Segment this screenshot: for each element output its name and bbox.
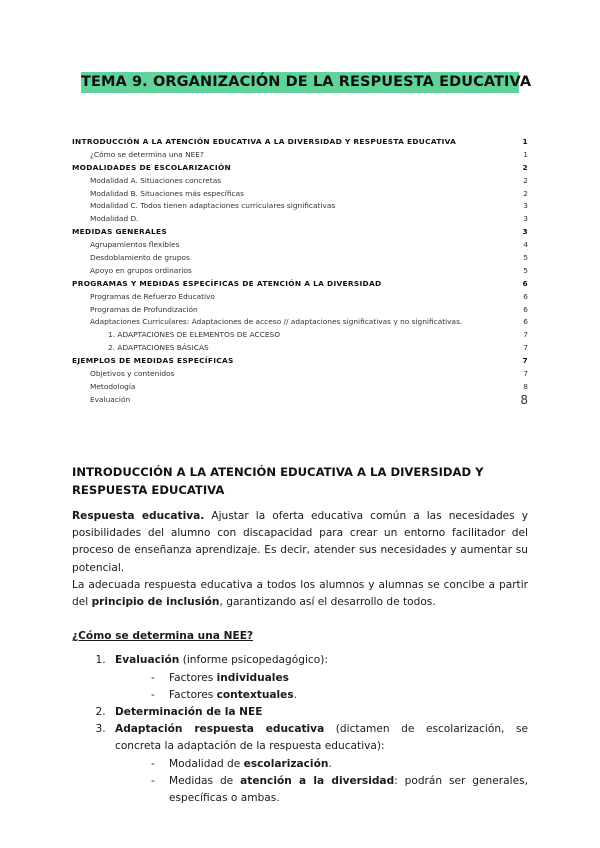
item-text: Factores — [169, 671, 217, 684]
toc-page-number: 7 — [522, 356, 528, 366]
paragraph-inclusion — [72, 577, 528, 611]
toc-entry[interactable] — [72, 149, 528, 162]
bold-term: Adaptación respuesta educativa — [115, 723, 325, 736]
section-introduccion — [72, 464, 528, 807]
toc-entry[interactable] — [72, 239, 528, 252]
toc-entry-label: Desdoblamiento de grupos — [90, 253, 190, 263]
bold-term: Respuesta educativa. — [72, 510, 205, 522]
toc-entry-label: Programas de Profundización — [90, 304, 198, 314]
bold-term: escolarización — [243, 757, 329, 770]
toc-entry[interactable] — [72, 136, 528, 149]
toc-entry[interactable] — [72, 368, 528, 381]
toc-entry[interactable] — [72, 329, 528, 342]
toc-page-number: 2 — [522, 162, 528, 172]
bold-term: individuales — [216, 671, 289, 684]
item-text: Medidas de — [169, 774, 241, 787]
list-item — [151, 773, 528, 807]
toc-page-number: 8 — [520, 392, 528, 407]
toc-page-number: 7 — [523, 343, 528, 353]
toc-entry-label: MODALIDADES DE ESCOLARIZACIÓN — [72, 162, 232, 172]
item-text: . — [328, 757, 332, 770]
toc-entry-label: Modalidad B. Situaciones más específicas — [90, 188, 244, 198]
toc-entry[interactable] — [72, 355, 528, 368]
toc-entry[interactable] — [72, 278, 528, 291]
toc-entry-label: Adaptaciones Curriculares: Adaptaciones de acceso // adaptaciones significativas y no significativas. — [90, 317, 463, 327]
toc-entry-label: Objetivos y contenidos — [90, 369, 175, 379]
toc-entry[interactable] — [72, 226, 528, 239]
table-of-contents — [72, 136, 528, 407]
list-item — [109, 704, 528, 721]
toc-entry-label: 2. ADAPTACIONES BÁSICAS — [108, 343, 209, 353]
sub-list — [115, 756, 528, 808]
list-item — [151, 756, 528, 773]
toc-page-number: 5 — [523, 253, 528, 263]
section-heading: INTRODUCCIÓN A LA ATENCIÓN EDUCATIVA A LA DIVERSIDAD Y RESPUESTA EDUCATIVA — [72, 465, 484, 497]
toc-entry-label: Metodología — [90, 381, 136, 391]
toc-entry[interactable] — [72, 188, 528, 201]
toc-page-number: 1 — [522, 137, 528, 146]
sub-list — [115, 670, 528, 704]
toc-entry[interactable] — [72, 394, 528, 407]
toc-page-number: 2 — [523, 175, 528, 185]
toc-entry-label: ¿Cómo se determina una NEE? — [90, 149, 204, 159]
item-text: . — [293, 688, 298, 701]
toc-entry[interactable] — [72, 252, 528, 265]
list-item — [109, 652, 528, 704]
item-text: Factores — [169, 688, 217, 701]
toc-entry-label: MEDIDAS GENERALES — [72, 227, 167, 237]
toc-page-number: 7 — [523, 369, 528, 379]
document-title: TEMA 9. ORGANIZACIÓN DE LA RESPUESTA EDUCATIVA — [81, 72, 519, 93]
toc-page-number: 5 — [523, 265, 528, 275]
toc-entry-label: EJEMPLOS DE MEDIDAS ESPECÍFICAS — [72, 356, 234, 366]
toc-entry-label: Modalidad C. Todos tienen adaptaciones curriculares significativas — [90, 201, 336, 211]
toc-page-number: 6 — [523, 291, 528, 301]
bold-term: principio de inclusión — [91, 596, 220, 609]
toc-entry[interactable] — [72, 381, 528, 394]
paragraph-respuesta-educativa — [72, 508, 528, 577]
bold-term: atención a la diversidad — [240, 774, 395, 787]
paragraph-text: La adecuada respuesta educativa a todos los alumnos y alumnas se concibe a partir del — [72, 578, 528, 609]
toc-entry[interactable] — [72, 175, 528, 188]
toc-entry[interactable] — [72, 200, 528, 213]
item-text: Modalidad de — [169, 757, 244, 770]
toc-entry-label: INTRODUCCIÓN A LA ATENCIÓN EDUCATIVA A LA DIVERSIDAD Y RESPUESTA EDUCATIVA — [72, 137, 457, 146]
toc-entry-label: PROGRAMAS Y MEDIDAS ESPECÍFICAS DE ATENCIÓN A LA DIVERSIDAD — [72, 278, 382, 288]
list-item — [109, 721, 528, 807]
paragraph-text: Ajustar la oferta educativa común a las necesidades y posibilidades del alumno con discapacidad para crear un entorno facilitador del proceso de enseñanza aprendizaje. Es decir, atender sus necesidades y aumentar su potencial. — [72, 510, 528, 574]
toc-entry-label: Modalidad D. — [90, 214, 139, 224]
toc-page-number: 2 — [523, 188, 528, 198]
toc-entry[interactable] — [72, 316, 528, 329]
item-text: : podrán ser generales, específicas o ambas. — [169, 774, 528, 805]
toc-page-number: 8 — [523, 381, 528, 391]
toc-page-number: 3 — [523, 201, 528, 211]
toc-entry[interactable] — [72, 265, 528, 278]
toc-page-number: 4 — [523, 240, 528, 250]
toc-page-number: 6 — [523, 304, 528, 314]
toc-page-number: 1 — [523, 149, 528, 159]
item-text: (informe psicopedagógico): — [179, 654, 328, 667]
toc-entry[interactable] — [72, 304, 528, 317]
toc-entry[interactable] — [72, 162, 528, 175]
toc-entry-label: 1. ADAPTACIONES DE ELEMENTOS DE ACCESO — [108, 330, 281, 340]
item-text: (dictamen de escolarización, se concreta la adaptación de la respuesta educativa): — [115, 723, 528, 753]
toc-entry-label: Evaluación — [90, 394, 131, 404]
toc-page-number: 6 — [522, 278, 528, 288]
list-item — [151, 670, 528, 687]
toc-entry-label: Programas de Refuerzo Educativo — [90, 291, 215, 301]
toc-entry-label: Agrupamientos flexibles — [90, 240, 180, 250]
toc-page-number: 3 — [523, 214, 528, 224]
toc-page-number: 6 — [523, 317, 528, 327]
bold-term: contextuales — [216, 688, 294, 701]
paragraph-text: , garantizando así el desarrollo de todos. — [219, 596, 436, 609]
toc-entry[interactable] — [72, 342, 528, 355]
toc-page-number: 3 — [522, 227, 528, 237]
bold-term: Determinación de la NEE — [115, 706, 263, 719]
subheading-nee: ¿Cómo se determina una NEE? — [72, 630, 254, 643]
toc-entry-label: Modalidad A. Situaciones concretas — [90, 175, 222, 185]
list-item — [151, 687, 528, 704]
steps-list — [72, 652, 528, 807]
toc-entry[interactable] — [72, 213, 528, 226]
toc-entry-label: Apoyo en grupos ordinarios — [90, 265, 192, 275]
toc-page-number: 7 — [523, 330, 528, 340]
bold-term: Evaluación — [115, 654, 180, 667]
toc-entry[interactable] — [72, 291, 528, 304]
